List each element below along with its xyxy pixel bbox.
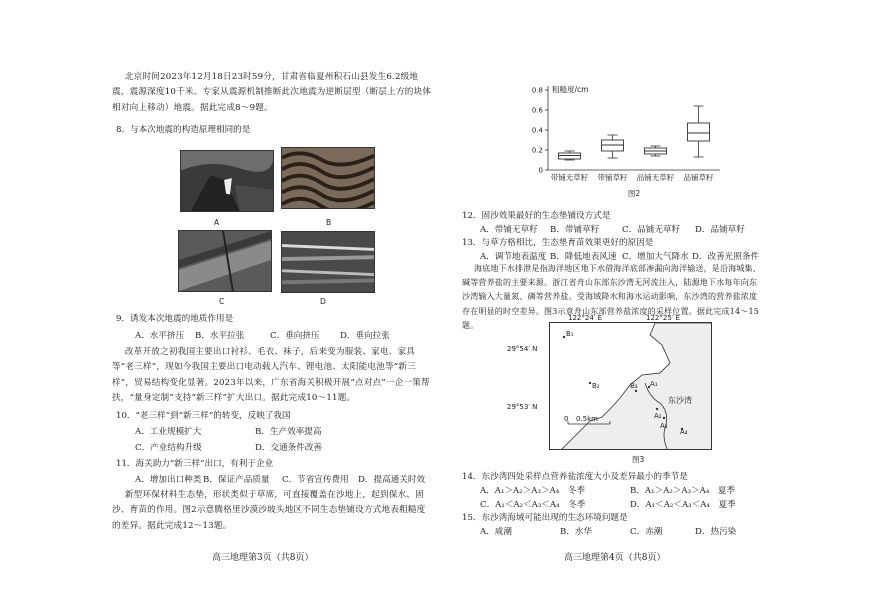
groundwater-paragraph: 海底地下水排泄是指海洋地区地下水借海洋底部渗漏向海洋输送，是沿海城集、碱等营养盐的主要来源。浙江省舟山东部东沙湾无河流注入，陆源地下水每年向东沙湾输入大量氮、磷等营养盐。受海域降水和海水运动影响，东沙湾的营养盐浓度存在明显的时空差异。图3示意舟山东部营养盐浓度的采样位置。据此完成14～15题。 <box>462 264 761 330</box>
q10-option-c: C．产业结构升级 <box>135 443 202 453</box>
y-tick-label: 0.2 <box>531 146 543 155</box>
photo-c-label: C <box>219 297 225 306</box>
page-footer-left: 高三地理第3页（共8页） <box>212 553 314 563</box>
question-15: 15．东沙湾海域可能出现的生态环境问题是 <box>462 513 628 523</box>
map-lat-1: 29°54′ N <box>507 345 538 353</box>
map-lat-2: 29°53′ N <box>507 403 538 411</box>
bay-name-label: 东沙湾 <box>668 396 692 405</box>
q12-option-c: C．品铺无草籽 <box>622 225 681 235</box>
q13-option-d: D．改善光照条件 <box>692 252 760 262</box>
sample-b2-label: B₂ <box>592 382 600 390</box>
photo-c <box>178 230 272 292</box>
intro-paragraph: 北京时间2023年12月18日23时59分，甘肃省临夏州积石山县发生6.2级地震，震源深度10千米。专家从震源机制推断此次地震为逆断层型（断层上方的块体相对向上移动）地震。据此完成8～9题。 <box>112 72 432 113</box>
trade-paragraph: 改革开放之初我国主要出口衬衫、毛衣、袜子，后来变为服装、家电、家具等“老三样”，现如今我国主要出口电动载人汽车、锂电池、太阳能电池等“新三样”，贸易结构变化显著。2023年以来，广东省海关积极开展“点对点”一企一策帮扶，“量身定制”支持“新三样”扩大出口。据此完成10～11题。 <box>112 347 430 403</box>
eco-mat-paragraph: 新型环保材料生态垫，形状类似于草席，可直接覆盖在沙地上，起到保水、固沙、育苗的作用。图2示意腾格里沙漠沙坡头地区不同生态垫铺设方式地表粗糙度的差异。据此完成12～13题。 <box>112 490 426 531</box>
q12-option-a: A．带铺无草籽 <box>480 225 538 235</box>
sample-a2-label: A₂ <box>654 412 662 420</box>
q11-option-d: D．提高通关时效 <box>358 475 426 485</box>
figure-3-caption: 图3 <box>632 455 645 464</box>
x-category-label: 品铺草籽 <box>683 173 714 182</box>
x-category-label: 带铺草籽 <box>597 173 628 182</box>
photo-a-label: A <box>214 218 220 227</box>
map-lon-2: 122°25′ E <box>646 314 681 322</box>
q11-option-b: B．保证产品质量 <box>203 475 270 485</box>
q15-option-d: D．热污染 <box>695 527 737 537</box>
sample-b3-label: B₃ <box>630 382 638 390</box>
photo-b <box>281 147 375 209</box>
sample-a1-label: A₁ <box>650 380 658 388</box>
question-12: 12．固沙效果最好的生态垫铺设方式是 <box>462 211 611 221</box>
q14-option-c: C．A₁＜A₂＜A₃＜A₄ 冬季 <box>480 500 586 510</box>
scale-zero-label: 0 <box>564 415 569 423</box>
q9-option-d: D．垂向拉张 <box>340 331 390 341</box>
x-category-label: 带铺无草籽 <box>550 173 589 182</box>
question-8: 8．与本次地震的构造原理相同的是 <box>116 125 251 135</box>
box-body <box>688 123 710 141</box>
box-body <box>559 153 581 159</box>
photo-a <box>180 150 274 212</box>
map-lon-1: 122°24′ E <box>568 314 603 322</box>
y-tick-label: 0 <box>538 166 543 175</box>
sample-a3-label: A₃ <box>660 422 668 430</box>
question-10: 10．“老三样”到“新三样”的转变，反映了我国 <box>116 411 291 421</box>
y-axis-label: 粗糙度/cm <box>552 85 589 94</box>
sample-b1-label: B₁ <box>566 330 574 338</box>
figure-2-caption: 图2 <box>627 189 641 198</box>
scale-label: 0.5km <box>576 415 599 423</box>
q9-option-b: B．水平拉张 <box>195 331 245 341</box>
q14-option-d: D．A₁＜A₂＜A₃＜A₄ 夏季 <box>630 500 736 510</box>
q13-option-a: A．调节地表温度 <box>480 252 547 262</box>
photo-d <box>281 231 375 293</box>
x-category-label: 品铺无草籽 <box>636 173 675 182</box>
q12-option-d: D．品铺草籽 <box>695 225 745 235</box>
q11-option-a: A．增加出口种类 <box>135 475 202 485</box>
q15-option-b: B．水华 <box>560 527 593 537</box>
q13-option-c: C．增加大气降水 <box>622 252 689 262</box>
page-footer-right: 高三地理第4页（共8页） <box>564 553 666 563</box>
q10-option-b: B．生产效率提高 <box>255 427 322 437</box>
y-tick-label: 0.4 <box>531 126 543 135</box>
question-11: 11．海关助力“新三样”出口，有利于企业 <box>116 459 274 469</box>
q10-option-a: A．工业规模扩大 <box>135 427 202 437</box>
q14-option-b: B．A₁＞A₂＞A₃＞A₄ 夏季 <box>630 486 736 496</box>
box-body <box>602 140 624 151</box>
question-14: 14．东沙湾四处采样点营养盐浓度大小及差异最小的季节是 <box>462 472 688 482</box>
photo-b-label: B <box>326 218 332 227</box>
q15-option-a: A．咸潮 <box>480 527 512 537</box>
y-tick-label: 0.6 <box>531 106 543 115</box>
q14-option-a: A．A₁＞A₂＞A₃＞A₄ 冬季 <box>480 486 585 496</box>
question-13: 13．与草方格相比，生态垫育苗效果更好的原因是 <box>462 238 654 248</box>
q13-option-b: B．降低地表风速 <box>550 252 617 262</box>
q12-option-b: B．带铺草籽 <box>550 225 600 235</box>
q9-option-a: A．水平挤压 <box>135 331 185 341</box>
q9-option-c: C．垂向挤压 <box>270 331 320 341</box>
q10-option-d: D．交通条件改善 <box>255 443 323 453</box>
photo-d-label: D <box>320 297 326 306</box>
roughness-box-chart <box>520 82 730 211</box>
dongsha-bay-map <box>549 322 712 450</box>
q11-option-c: C．节省宣传费用 <box>282 475 349 485</box>
q15-option-c: C．赤潮 <box>630 527 663 537</box>
y-tick-label: 0.8 <box>531 86 543 95</box>
question-9: 9．诱发本次地震的地质作用是 <box>116 314 234 324</box>
sample-a4-label: A₄ <box>680 428 688 436</box>
